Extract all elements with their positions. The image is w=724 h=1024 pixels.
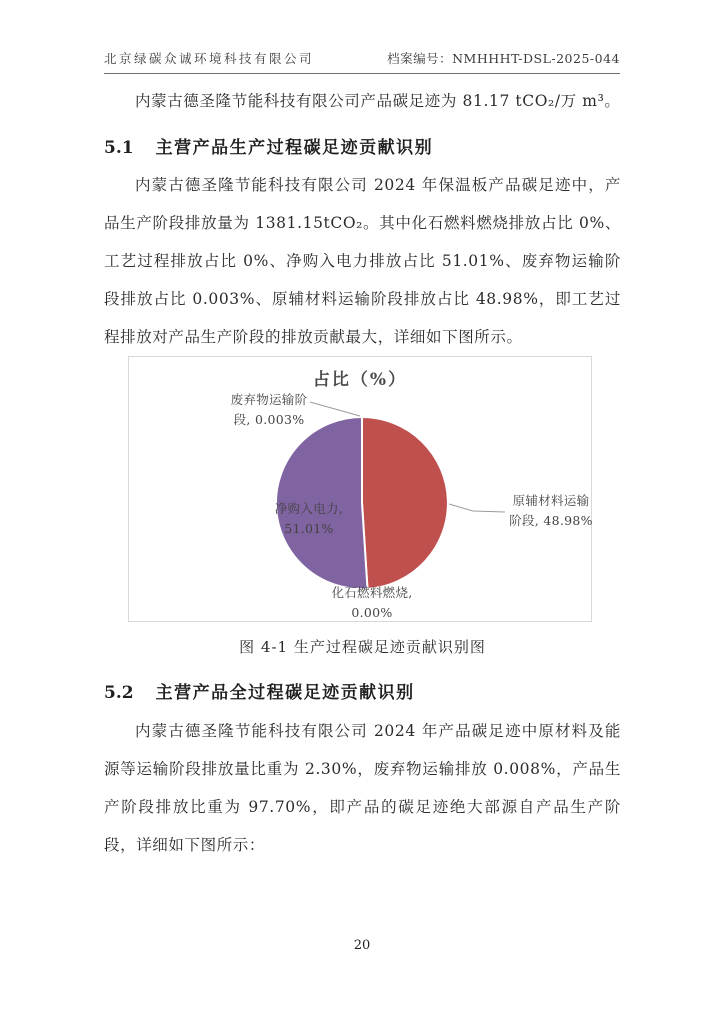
paragraph-5-2: 内蒙古德圣隆节能科技有限公司 2024 年产品碳足迹中原材料及能源等运输阶段排放量比重为 2.30%，废弃物运输排放 0.008%，产品生产阶段排放比重为 97.70%，即产品的碳足迹绝大部源自产品生产阶段，详细如下图所示： bbox=[104, 722, 621, 854]
page-header bbox=[104, 44, 620, 74]
pie-chart bbox=[129, 357, 591, 621]
pie-chart-figure bbox=[128, 356, 592, 622]
pie-label-purchased-electricity: 净购入电力, 51.01% bbox=[274, 501, 344, 536]
pie-label-raw-material-transport: 原辅材料运输 阶段, 48.98% bbox=[509, 493, 593, 528]
leader-line-raw-material bbox=[449, 504, 505, 512]
page-number: 20 bbox=[353, 938, 371, 953]
chart-title: 占比（%） bbox=[312, 370, 408, 390]
section-title: 主营产品全过程碳足迹贡献识别 bbox=[155, 683, 415, 703]
section-heading-5-2 bbox=[104, 678, 621, 703]
paragraph-5-1: 内蒙古德圣隆节能科技有限公司 2024 年保温板产品碳足迹中，产品生产阶段排放量为 1381.15tCO₂。其中化石燃料燃烧排放占比 0%、工艺过程排放占比 0%、净购入电力排放占比 51.01%、废弃物运输阶段排放占比 0.003%、原辅材料运输阶段排放占比 48.98%，即工艺过程排放对产品生产阶段的排放贡献最大，详细如下图所示。 bbox=[104, 176, 621, 346]
pie-slice bbox=[362, 417, 448, 589]
figure-caption: 图 4-1 生产过程碳足迹贡献识别图 bbox=[239, 638, 486, 656]
header-company-name: 北京绿碳众诚环境科技有限公司 bbox=[104, 51, 315, 66]
header-doc-number: 档案编号：NMHHHT-DSL-2025-044 bbox=[387, 51, 620, 66]
paragraph-intro: 内蒙古德圣隆节能科技有限公司产品碳足迹为 81.17 tCO₂/万 m³。 bbox=[135, 92, 621, 110]
section-number: 5.2 bbox=[104, 683, 134, 703]
section-title: 主营产品生产过程碳足迹贡献识别 bbox=[155, 138, 434, 158]
section-heading-5-1 bbox=[104, 133, 621, 158]
section-number: 5.1 bbox=[104, 138, 134, 158]
pie-label-waste-transport: 废弃物运输阶 段, 0.003% bbox=[230, 392, 308, 427]
pie-label-fossil-fuel: 化石燃料燃烧, 0.00% bbox=[331, 585, 413, 620]
